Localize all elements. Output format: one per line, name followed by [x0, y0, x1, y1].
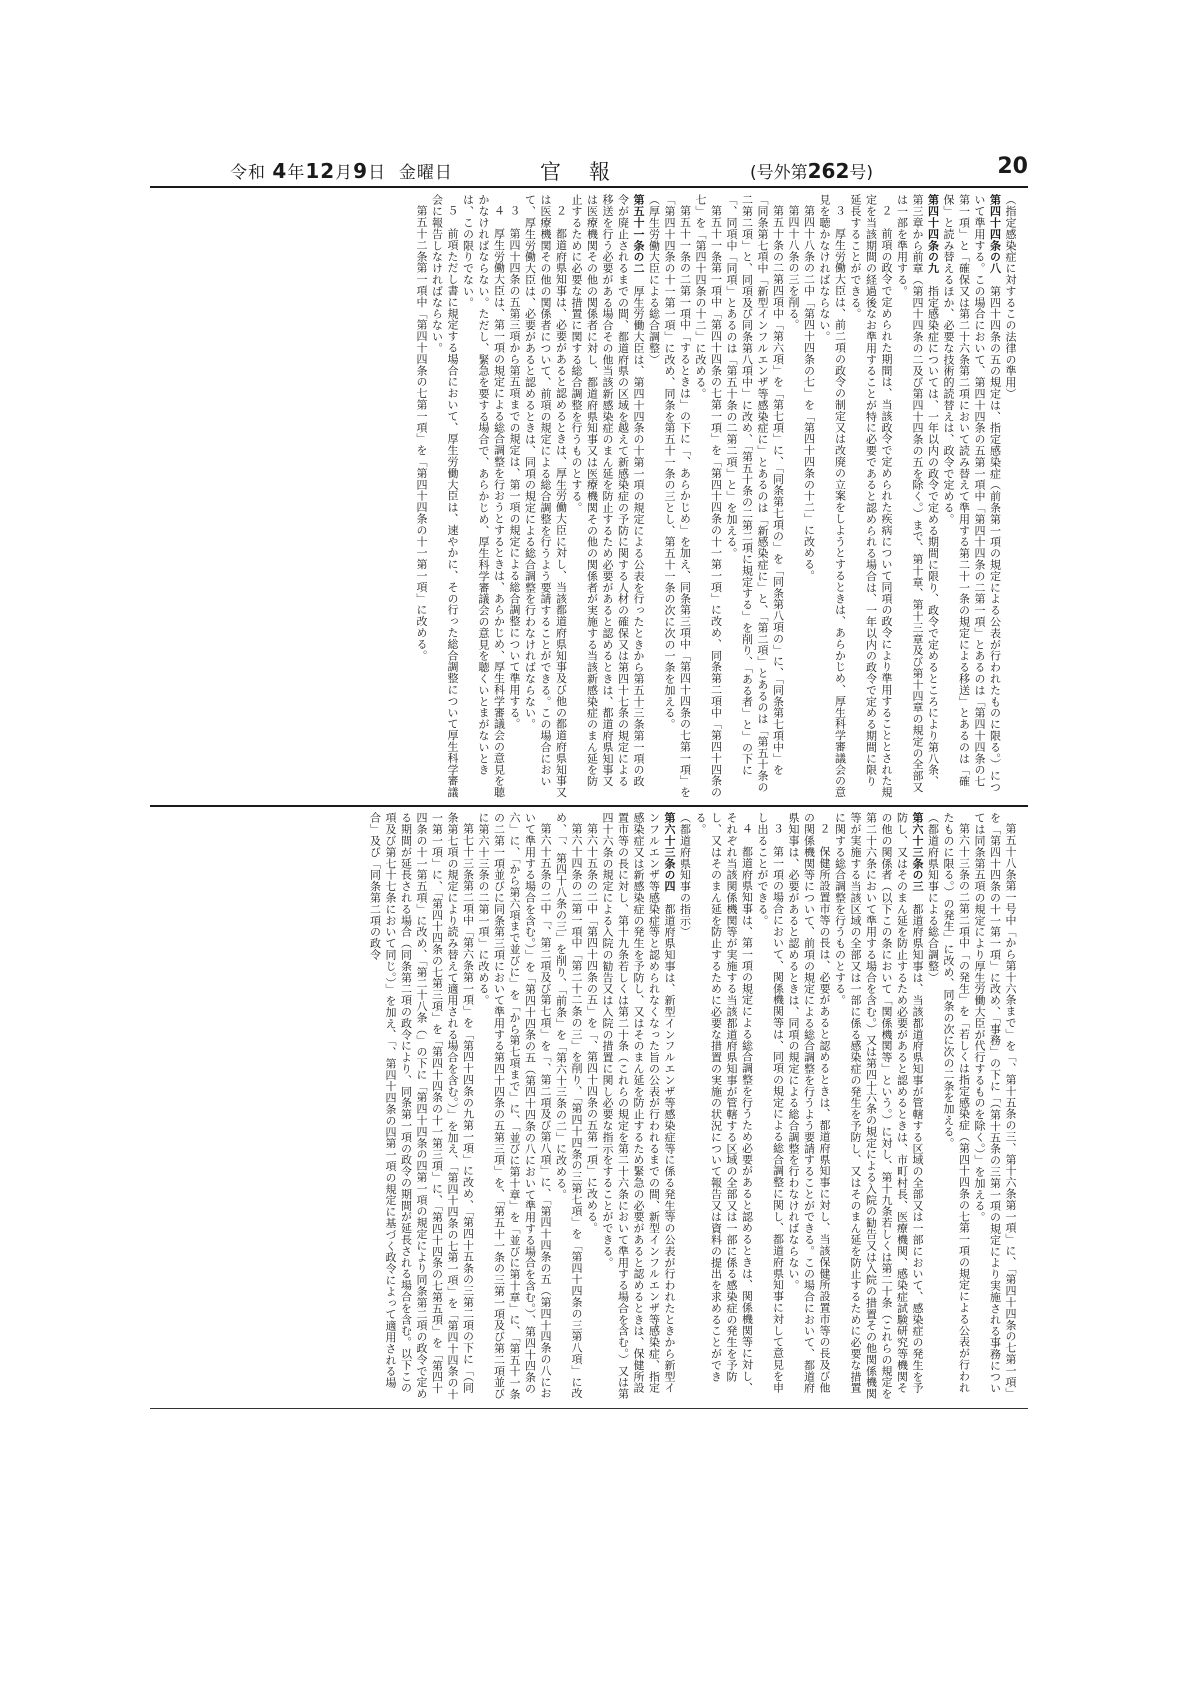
page-number: 20: [997, 154, 1028, 179]
article-caption: [1003, 194, 1019, 798]
paragraph-text: 第五十一条第一項中「第四十四条の七第一項」を「第四十四条の十一第一項」に改め、同条第二項中「第四十四条の七」を「第四十四条の十二」に改める。: [694, 194, 723, 798]
article-paragraph: [600, 812, 678, 1402]
article-caption: [925, 812, 941, 1402]
text-paragraph: [429, 194, 460, 798]
text-paragraph: [941, 812, 972, 1402]
paragraph-text: ２ 前項の政令で定められた期間は、当該政令で定められた疾病について同項の政令により準用することとされた規定を当該期間の経過後なお準用することが特に必要であると認められる場合は、一年以内の政令で定める期間に限り延長することができる。: [849, 194, 893, 798]
paragraph-text: 第七十三条第二項中「第六条第一項」を「第四十四条の九第一項」に改め、「第四十五条の三第二項の下に「（同条第七項の規定により読み替えて適用される場合を含む。）」を加え、「第四十四条の七第一項」を「第四十四条の十一第一項」に、「第四十四条の七第三項」を「第四十四条の十一第三項」に、「第四十四条の七第五項」を「第四十四条の十一第五項」に改め、「第二十八条（」の下に「第四十四条の四第一項の規定により同条第二項の政令で定める期間が延長される場合（同条第二項の政令により、同条第一項の政令の期間が延長される場合を含む。以下この項及び第七十七条において同じ。）」を加え、「、第四十四条の四第一項の規定に基づく政令によって適用される場合」及び「同条第二項の政令: [368, 812, 475, 1400]
paragraph-text: 都道府県知事は、新型インフルエンザ等感染症等に係る発生等の公表が行われたときから新型インフルエンザ等感染症等と認められなくなった旨の公表が行われるまでの間、新型インフルエンザ等感染症、指定感染症又は新感染症の発生を予防し、又はそのまん延を防止するため緊急の必要があると認めるときは、保健所設置市等の長に対し、第十九条若しくは第二十条（これらの規定を第二十六条において準用する場合を含む。）又は第四十六条の規定による入院の勧告又は入院の措置に関し必要な指示をすることができる。: [601, 812, 676, 1400]
article-paragraph: [569, 194, 647, 798]
text-paragraph: [801, 194, 817, 798]
paragraph-text: 第六十五条の二中「第四十四条の五」を「、第四十四条の五第一項」に改める。: [585, 823, 599, 1234]
bottom-text-block: [160, 812, 1018, 1402]
text-paragraph: [786, 812, 833, 1402]
paragraph-text: 第四十八条の二中「第四十四条の七」を「第四十四条の十二」に改める。: [802, 205, 816, 582]
article-number: 第四十四条の八: [988, 194, 1002, 274]
date-day-unit: 日: [368, 163, 387, 183]
date-day: 9: [353, 159, 369, 183]
text-paragraph: [584, 812, 600, 1402]
text-paragraph: [414, 194, 430, 798]
text-paragraph: [476, 812, 554, 1402]
paragraph-text: ３ 第四十四条の五第三項から第五項までの規定は、第一項の規定による総合調整について準用する。: [508, 205, 521, 730]
gazette-title: 官報: [540, 160, 638, 184]
text-paragraph: [848, 194, 895, 798]
paragraph-text: ２ 保健所設置市等の長は、必要があると認めるときは、都道府県知事に対し、当該保健所設置市等の長及び他の関係機関等について、前項の規定による総合調整を行うよう要請することができる。この場合において、都道府県知事は、必要があると認めるときは、同項の規定による総合調整を行わなければならない。: [787, 812, 831, 1394]
paragraph-text: 第四十八条の三を削る。: [787, 205, 800, 331]
article-number: 第五十一条の二: [632, 194, 645, 274]
text-paragraph: [460, 194, 507, 798]
paragraph-text: 第六十五条の二中「、第二項及び第七項」を「、第二項及び第八項」に、「第四十四条の五（第四十四条の八において準用する場合を含む。）」を「第四十四条の五（第四十四条の八において準用する場合を含む。）、第四十四条の六」に、「から第六項まで並びに」を「から第七項まで」に、「並びに第十章」を「並びに第十章」に、「第五十一条の二第一項並びに同条第三項において準用する第四十四条の五第三項」を、「第五十一条の三第一項及び第二項並びに第六十三条の二第一項」に改める。: [477, 812, 552, 1400]
issue-number-value: 262: [807, 159, 850, 183]
paragraph-text: 指定感染症については、一年以内の政令で定める期間に限り、政令で定めるところにより第八条、第三章から前章（第四十四条の二及び第四十四条の五を除く。）まで、第十章、第十三章及び第十四章の規定の全部又は一部を準用する。: [895, 194, 940, 793]
article-number: 第六十三条の三: [911, 812, 924, 892]
text-paragraph: [724, 194, 786, 798]
date-month-unit: 月: [335, 163, 354, 183]
issue-suffix: 号): [849, 163, 874, 183]
paragraph-text: ４ 厚生労働大臣は、第一項の規定による総合調整を行おうとするときは、あらかじめ、厚生科学審議会の意見を聴かなければならない。ただし、緊急を要する場合で、あらかじめ、厚生科学審議会の意見を聴くいとまがないときは、この限りでない。: [461, 194, 506, 798]
paragraph-text: 第四十四条の五の規定は、指定感染症（前条第一項の規定による公表が行われたものに限る。）について準用する。この場合において、第四十四条の五第一項中「第四十四条の二第一項」とあるのは「第四十四条の七第一項」と「確保又は第二十六条第二項において読み替えて準用する第二十一条の規定による移送」とあるのは「確保」と読み替えるほか、必要な技術的読替えは、政令で定める。: [942, 194, 1002, 793]
text-paragraph: [817, 194, 848, 798]
issue-number: [750, 158, 873, 183]
article-paragraph: [894, 194, 941, 798]
date-year: 4: [272, 159, 288, 183]
article-paragraph: [832, 812, 925, 1402]
page-header: [150, 154, 1028, 184]
article-paragraph: [941, 194, 1003, 798]
paragraph-text: 第五十条の二第四項中「第六項」を「第七項」に、「同条第七項の」を「同条第八項の」に、「同条第七項中」を「同条第七項中「新型インフルエンザ等感染症に」とあるのは「新感染症に」と、「第二項」とあるのは「第五十条の二第二項」と、同項及び同条第八項中」に改め、「第五十条の二第二項に規定する」を削り、「ある者」と」の下に「、同項中「同項」とあるのは「第五十条の二第二項」と」を加える。: [725, 194, 785, 793]
text-paragraph: [507, 194, 523, 798]
top-text-block: [160, 194, 1018, 798]
text-paragraph: [522, 194, 569, 798]
date-year-unit: 年: [287, 163, 306, 183]
issue-prefix: (号外第: [750, 163, 808, 183]
paragraph-text: 第五十一条の二第一項中「するときは」の下に「、あらかじめ」を加え、同条第三項中「第四十四条の七第一項」を「第四十四条の十一第一項」に改め、同条を第五十一条の三とし、第五十一条の次に次の一条を加える。: [663, 194, 692, 798]
article-caption: [646, 194, 662, 798]
text-paragraph: [693, 194, 724, 798]
paragraph-text: ２ 都道府県知事は、必要があると認めるときは、厚生労働大臣に対し、当該都道府県知事及び他の都道府県知事又は医療機関その他の関係者について、前項の規定による総合調整を行うよう要請することができる。この場合において、厚生労働大臣は、必要があると認めるときは、同項の規定による総合調整を行わなければならない。: [523, 194, 568, 798]
date-month: 12: [305, 159, 336, 183]
paragraph-text: （都道府県知事による総合調整）: [926, 812, 940, 983]
header-rule: [150, 186, 1028, 188]
text-paragraph: [553, 812, 584, 1402]
article-caption: [677, 812, 693, 1402]
text-paragraph: [693, 812, 755, 1402]
paragraph-text: （指定感染症に対するこの法律の準用）: [1004, 194, 1017, 400]
issue-date: [230, 158, 453, 183]
paragraph-text: （厚生労働大臣による総合調整）: [647, 194, 661, 365]
text-paragraph: [662, 194, 693, 798]
text-paragraph: [367, 812, 476, 1402]
text-paragraph: [972, 812, 1019, 1402]
paragraph-text: ４ 都道府県知事は、第一項の規定による総合調整を行うため必要があると認めるときは、関係機関等に対し、それぞれ当該関係機関等が実施する当該都道府県知事が管轄する区域の全部又は一部に係る感染症の発生を予防し、又はそのまん延を防止するために必要な措置の実施の状況について報告又は資料の提出を求めることができる。: [694, 812, 754, 1393]
paragraph-text: 第五十二条第一項中「第四十四条の七第一項」を「第四十四条の十一第一項」に改める。: [415, 205, 428, 661]
footer-rule: [150, 1408, 1028, 1409]
paragraph-text: 厚生労働大臣は、第四十四条の十第一項の規定による公表を行ったときから第五十三条第一項の政令が廃止されるまでの間、都道府県の区域を越えて新感染症の予防に関する人材の確保又は第四十七条の規定による移送を行う必要がある場合その他当該新感染症のまん延を防止するため必要があると認めるときは、都道府県知事又は医療機関その他の関係者に対し、都道府県知事又は医療機関その他の関係者が実施する当該新感染症のまん延を防止するために必要な措置に関する総合調整を行うものとする。: [570, 194, 645, 787]
paragraph-text: 第五十八条第一号中「から第十六条まで」を「、第十五条の三、第十六条第一項」に、「第四十四条の七第一項」を「第四十四条の十一第一項」に改め、「事務」の下に「（第十五条の三第一項の規定により実施される事務については同条第五項の規定により厚生労働大臣が代行するものを除く。）」を加える。: [973, 812, 1017, 1399]
paragraph-text: 第六十三条の二第二項中「の発生」を「若しくは指定感染症（第四十四条の七第一項の規定による公表が行われたものに限る。）の発生」に改め、同条の次に次の二条を加える。: [942, 812, 971, 1393]
article-number: 第六十三条の四: [663, 812, 676, 892]
date-weekday: 金曜日: [398, 163, 453, 183]
text-paragraph: [755, 812, 786, 1402]
paragraph-text: ３ 厚生労働大臣は、前二項の政令の制定又は改廃の立案をしようとするときは、あらかじめ、厚生科学審議会の意見を聴かなければならない。: [818, 194, 847, 798]
paragraph-text: 都道府県知事は、当該都道府県知事が管轄する区域の全部又は一部において、感染症の発生を予防し、又はそのまん延を防止するため必要があると認めるときは、市町村長、医療機関、感染症試験研究等機関その他の関係者（以下この条において「関係機関等」という。）に対し、第十九条若しくは第二十条（これらの規定を第二十六条において準用する場合を含む。）又は第四十六条の規定による入院の勧告又は入院の措置その他関係機関等が実施する当該区域の全部又は一部に係る感染症の発生を予防し、又はそのまん延を防止するために必要な措置に関する総合調整を行うものとする。: [833, 812, 924, 1400]
text-paragraph: [786, 194, 802, 798]
section-divider: [150, 805, 1028, 807]
article-number: 第四十四条の九: [926, 194, 940, 274]
paragraph-text: ５ 前項ただし書に規定する場合において、厚生労働大臣は、速やかに、その行った総合調整について厚生科学審議会に報告しなければならない。: [430, 194, 459, 798]
paragraph-text: 第六十四条の二第一項中「第二十二条の三」を削り、「第四十四条の三第七項」を「第四十四条の三第八項」に改め、「、第四十八条の三」を削り、「前条」を「第六十三条の二」に改める。: [554, 812, 583, 1399]
paragraph-text: （都道府県知事の指示）: [678, 812, 692, 938]
date-era: 令和: [230, 163, 266, 183]
paragraph-text: ３ 第一項の場合において、関係機関等は、同項の規定による総合調整に関し、都道府県知事に対して意見を申し出ることができる。: [756, 812, 785, 1393]
